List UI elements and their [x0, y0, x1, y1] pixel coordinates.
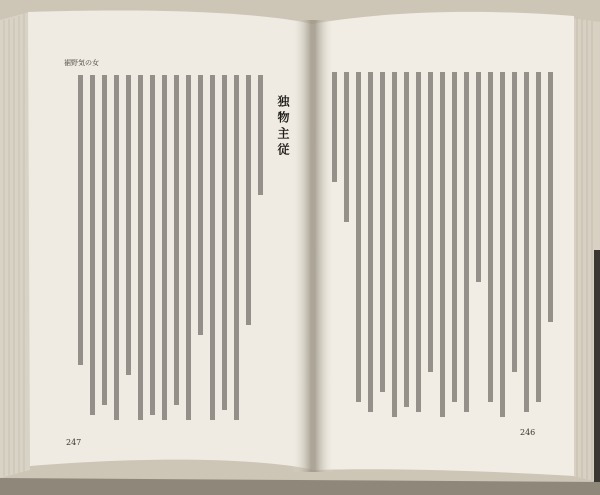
chapter-title: 独物主従 [276, 95, 290, 159]
left-page-number: 247 [66, 438, 82, 447]
right-page-number: 246 [520, 428, 536, 437]
right-page-text-lines [332, 72, 553, 417]
left-page-text-lines [78, 75, 263, 420]
running-header: 裾野気の女 [64, 59, 99, 67]
